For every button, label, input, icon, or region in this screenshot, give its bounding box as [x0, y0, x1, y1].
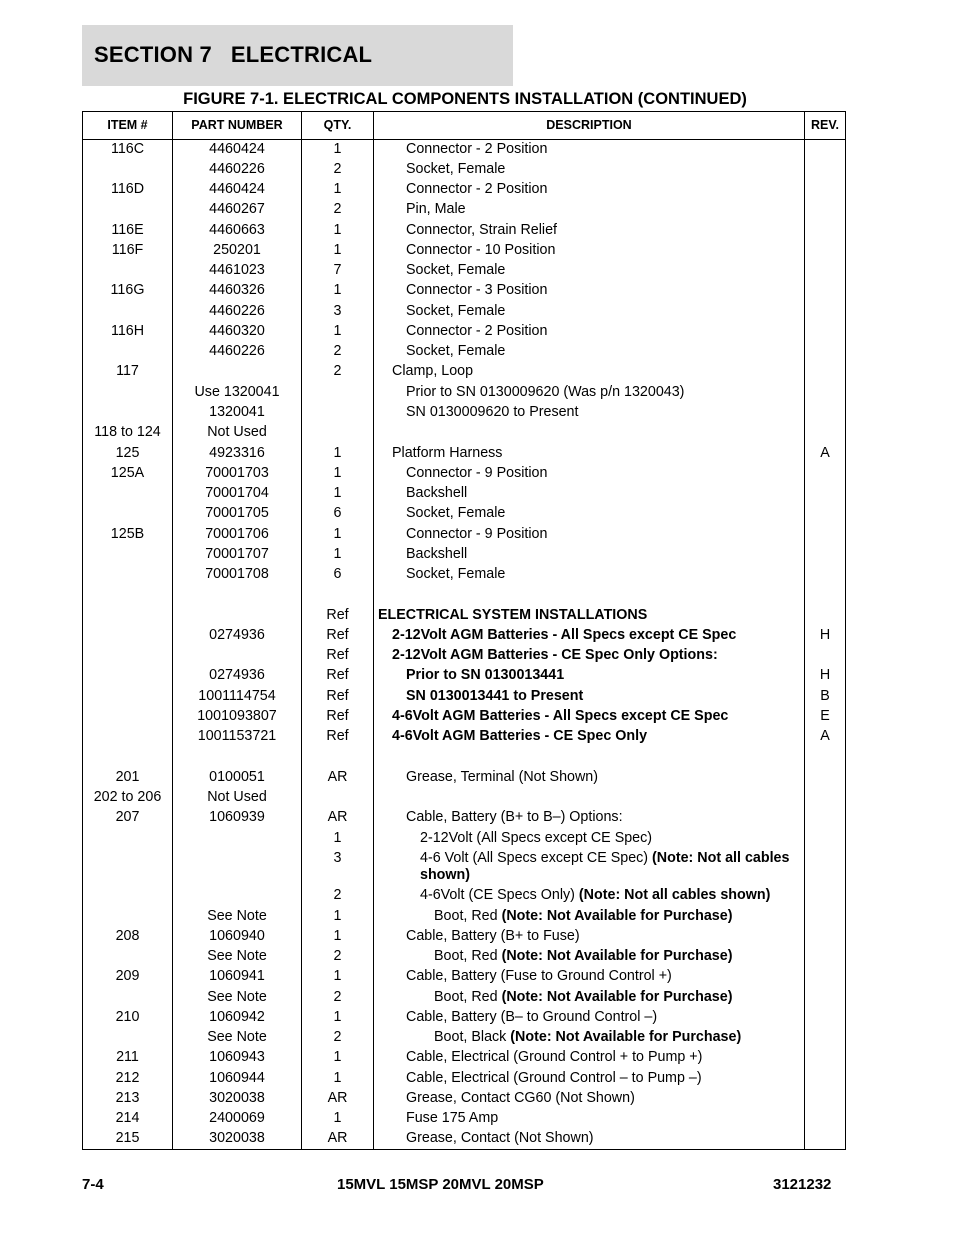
description-text: Socket, Female [406, 566, 506, 582]
description-text: Backshell [406, 546, 468, 562]
quantity: Ref [326, 647, 349, 663]
description [406, 282, 547, 299]
header-description: DESCRIPTION [546, 118, 632, 132]
description-text: Cable, Electrical (Ground Control + to Pump +) [406, 1049, 703, 1065]
item-number: 116E [111, 222, 144, 238]
description-note: (Note: Not all cables [652, 850, 790, 866]
part-number: See Note [207, 948, 267, 964]
quantity: 2 [333, 201, 342, 217]
quantity: 3 [333, 303, 342, 319]
item-number: 118 to 124 [94, 424, 161, 440]
description-text: Grease, Contact CG60 (Not Shown) [406, 1090, 635, 1106]
description [406, 262, 505, 279]
part-number: Not Used [207, 789, 267, 805]
quantity: 1 [333, 1110, 342, 1126]
description [406, 968, 672, 985]
part-number: 4460226 [209, 343, 265, 359]
description-text: Boot, Black [434, 1029, 511, 1045]
section-header [82, 25, 513, 86]
description [406, 465, 547, 482]
part-number: 70001707 [205, 546, 269, 562]
part-number: 4460663 [209, 222, 265, 238]
quantity: 1 [333, 282, 342, 298]
part-number: 0100051 [209, 769, 265, 785]
description [406, 141, 547, 158]
description [420, 887, 770, 904]
quantity: 1 [333, 546, 342, 562]
part-number: 70001704 [205, 485, 269, 501]
description-text: Socket, Female [406, 505, 506, 521]
description [392, 708, 728, 725]
description [378, 607, 647, 624]
description-note: (Note: Not Available for Purchase) [501, 908, 733, 924]
description [392, 445, 502, 462]
description-text: Backshell [406, 485, 468, 501]
document-number: 3121232 [773, 1176, 832, 1193]
quantity: 1 [333, 445, 342, 461]
description-text: Prior to SN 0130013441 [406, 667, 565, 683]
quantity: 1 [333, 1070, 342, 1086]
quantity: 1 [333, 323, 342, 339]
revision: E [820, 708, 830, 724]
description-text: 2-12Volt AGM Batteries - CE Spec Only Options: [392, 647, 718, 663]
description-text: Platform Harness [392, 445, 503, 461]
description-text: Boot, Red [434, 989, 502, 1005]
description-text: Cable, Battery (B+ to B–) Options: [406, 809, 623, 825]
part-number: 4460424 [209, 181, 265, 197]
description [434, 1029, 741, 1046]
description-text: Boot, Red [434, 908, 502, 924]
part-number: 1060941 [209, 968, 265, 984]
quantity: 1 [333, 181, 342, 197]
description [406, 769, 598, 786]
part-number: 1001114754 [198, 688, 276, 704]
revision: H [819, 627, 831, 643]
description [392, 647, 718, 664]
description-text: Pin, Male [406, 201, 466, 217]
description [392, 728, 647, 745]
description-note: (Note: Not all cables shown) [578, 887, 771, 903]
description [420, 830, 652, 847]
item-number: 209 [115, 968, 140, 984]
part-number: See Note [207, 1029, 267, 1045]
description [406, 667, 564, 684]
quantity: 1 [333, 222, 342, 238]
description [434, 908, 732, 925]
description-text: 2-12Volt (All Specs except CE Spec) [420, 830, 653, 846]
header-qty: QTY. [323, 118, 352, 132]
header-item: ITEM # [107, 118, 148, 132]
description-text: ELECTRICAL SYSTEM INSTALLATIONS [378, 607, 648, 623]
part-number: 3020038 [209, 1130, 265, 1146]
quantity: 6 [333, 505, 342, 521]
quantity: 1 [333, 1009, 342, 1025]
description-text: Fuse 175 Amp [406, 1110, 499, 1126]
part-number: 4460267 [209, 201, 265, 217]
quantity: 2 [333, 887, 342, 903]
part-number: 4923316 [209, 445, 265, 461]
item-number: 207 [115, 809, 140, 825]
item-number: 201 [115, 769, 140, 785]
description-text: 4-6Volt AGM Batteries - All Specs except CE Spec [392, 708, 729, 724]
description-note: (Note: Not Available for Purchase) [510, 1029, 742, 1045]
description-note: (Note: Not Available for Purchase) [501, 989, 733, 1005]
revision: H [819, 667, 831, 683]
description-text: Cable, Battery (B+ to Fuse) [406, 928, 580, 944]
part-number: 4460424 [209, 141, 265, 157]
item-number: 215 [115, 1130, 140, 1146]
description [406, 222, 557, 239]
quantity: 2 [333, 161, 342, 177]
part-number: See Note [207, 989, 267, 1005]
revision: A [820, 728, 830, 744]
part-number: 1320041 [209, 404, 265, 420]
description [406, 485, 467, 502]
part-number: 1001153721 [197, 728, 277, 744]
quantity: 1 [333, 141, 342, 157]
description [406, 526, 547, 543]
part-number: 1060943 [209, 1049, 265, 1065]
description [406, 688, 583, 705]
part-number: 250201 [213, 242, 261, 258]
part-number: Not Used [207, 424, 267, 440]
part-number: 4461023 [209, 262, 265, 278]
description [406, 242, 555, 259]
description [406, 323, 547, 340]
item-number: 212 [115, 1070, 140, 1086]
description-text: Socket, Female [406, 262, 506, 278]
part-number: 4460320 [209, 323, 265, 339]
part-number: 4460326 [209, 282, 265, 298]
description-text: Clamp, Loop [392, 363, 474, 379]
description-text: Connector - 9 Position [406, 526, 548, 542]
part-number: 1060944 [209, 1070, 265, 1086]
quantity: 2 [333, 363, 342, 379]
description [420, 850, 789, 884]
description-text: Grease, Contact (Not Shown) [406, 1130, 594, 1146]
quantity: 1 [333, 908, 342, 924]
description [406, 928, 580, 945]
description-text: Socket, Female [406, 161, 506, 177]
description [406, 566, 505, 583]
quantity: 2 [333, 343, 342, 359]
description [406, 1009, 657, 1026]
description-text: Socket, Female [406, 303, 506, 319]
part-number: 4460226 [209, 303, 265, 319]
description-text: Connector - 2 Position [406, 141, 548, 157]
description [434, 989, 732, 1006]
part-number: 2400069 [209, 1110, 265, 1126]
item-number: 117 [116, 363, 139, 379]
description [434, 948, 732, 965]
quantity: AR [327, 1130, 348, 1146]
part-number: 3020038 [209, 1090, 265, 1106]
part-number: 4460226 [209, 161, 265, 177]
item-number: 125 [115, 445, 140, 461]
quantity: 2 [333, 989, 342, 1005]
description-text: Connector - 2 Position [406, 323, 548, 339]
quantity: 3 [333, 850, 342, 866]
description-text: 2-12Volt AGM Batteries - All Specs except CE Spec [392, 627, 737, 643]
description-text: Cable, Battery (Fuse to Ground Control +) [406, 968, 672, 984]
description [406, 181, 547, 198]
description-text: Connector, Strain Relief [406, 222, 557, 238]
quantity: AR [327, 769, 348, 785]
description-text: Cable, Battery (B– to Ground Control –) [406, 1009, 658, 1025]
description-text: Prior to SN 0130009620 (Was p/n 1320043) [406, 384, 685, 400]
description [406, 201, 466, 218]
description-text: 4-6 Volt (All Specs except CE Spec) [420, 850, 653, 866]
column-divider [373, 112, 374, 1149]
quantity: 1 [333, 465, 342, 481]
revision: A [820, 445, 830, 461]
quantity: 1 [333, 968, 342, 984]
item-number: 213 [115, 1090, 140, 1106]
quantity: 1 [333, 485, 342, 501]
quantity: 7 [333, 262, 342, 278]
description [406, 1110, 498, 1127]
parts-table [82, 111, 846, 1150]
item-number: 125B [110, 526, 145, 542]
description [392, 627, 736, 644]
page-number: 7-4 [82, 1176, 104, 1193]
description-text: Socket, Female [406, 343, 506, 359]
quantity: 2 [333, 1029, 342, 1045]
item-number: 214 [115, 1110, 140, 1126]
description-text: 4-6Volt AGM Batteries - CE Spec Only [392, 728, 648, 744]
item-number: 116G [110, 282, 145, 298]
quantity: 1 [333, 1049, 342, 1065]
description [406, 1130, 594, 1147]
description [406, 161, 505, 178]
description-text: Connector - 3 Position [406, 282, 548, 298]
description [406, 1049, 702, 1066]
part-number: 70001708 [205, 566, 269, 582]
quantity: 1 [333, 526, 342, 542]
description-text: 4-6Volt (CE Specs Only) [420, 887, 579, 903]
part-number: Use 1320041 [194, 384, 280, 400]
revision: B [820, 688, 830, 704]
description [406, 303, 505, 320]
description-text: Cable, Electrical (Ground Control – to Pump –) [406, 1070, 702, 1086]
item-number: 116H [110, 323, 145, 339]
description-text: Boot, Red [434, 948, 502, 964]
part-number: 0274936 [209, 667, 265, 683]
part-number: 70001706 [205, 526, 269, 542]
description-text: Connector - 10 Position [406, 242, 556, 258]
header-divider [83, 139, 845, 140]
part-number: 1001093807 [197, 708, 277, 724]
description [406, 404, 578, 421]
item-number: 116D [110, 181, 145, 197]
quantity: Ref [326, 627, 349, 643]
quantity: Ref [326, 667, 349, 683]
description [406, 809, 623, 826]
description-text: SN 0130009620 to Present [406, 404, 579, 420]
description [406, 384, 684, 401]
quantity: 1 [333, 928, 342, 944]
description-text: Grease, Terminal (Not Shown) [406, 769, 599, 785]
description [406, 546, 467, 563]
description [406, 1070, 702, 1087]
quantity: AR [327, 809, 348, 825]
item-number: 210 [115, 1009, 140, 1025]
description-text: SN 0130013441 to Present [406, 688, 584, 704]
item-number: 211 [116, 1049, 139, 1065]
part-number: 1060942 [209, 1009, 265, 1025]
part-number: 1060939 [209, 809, 265, 825]
quantity: 1 [333, 242, 342, 258]
description [406, 343, 505, 360]
description [392, 363, 473, 380]
description-note: (Note: Not Available for Purchase) [501, 948, 733, 964]
part-number: 70001705 [205, 505, 269, 521]
part-number: See Note [207, 908, 267, 924]
quantity: 2 [333, 948, 342, 964]
quantity: Ref [326, 688, 349, 704]
part-number: 0274936 [209, 627, 265, 643]
quantity: Ref [326, 728, 349, 744]
description [406, 1090, 635, 1107]
part-number: 70001703 [205, 465, 269, 481]
header-rev: REV. [810, 118, 840, 132]
description-text: Connector - 9 Position [406, 465, 548, 481]
quantity: 1 [333, 830, 342, 846]
description-note-continued: shown) [420, 867, 471, 883]
description-text: Connector - 2 Position [406, 181, 548, 197]
item-number: 208 [115, 928, 140, 944]
quantity: Ref [326, 607, 349, 623]
item-number: 116F [111, 242, 144, 258]
model-list: 15MVL 15MSP 20MVL 20MSP [337, 1176, 544, 1193]
figure-title: FIGURE 7-1. ELECTRICAL COMPONENTS INSTALLATION (CONTINUED) [183, 90, 747, 108]
quantity: Ref [326, 708, 349, 724]
item-number: 125A [110, 465, 145, 481]
item-number: 202 to 206 [93, 789, 162, 805]
quantity: AR [327, 1090, 348, 1106]
description [406, 505, 505, 522]
part-number: 1060940 [209, 928, 265, 944]
section-title: SECTION 7 ELECTRICAL [94, 42, 373, 67]
item-number: 116C [110, 141, 145, 157]
quantity: 6 [333, 566, 342, 582]
header-part-number: PART NUMBER [191, 118, 283, 132]
